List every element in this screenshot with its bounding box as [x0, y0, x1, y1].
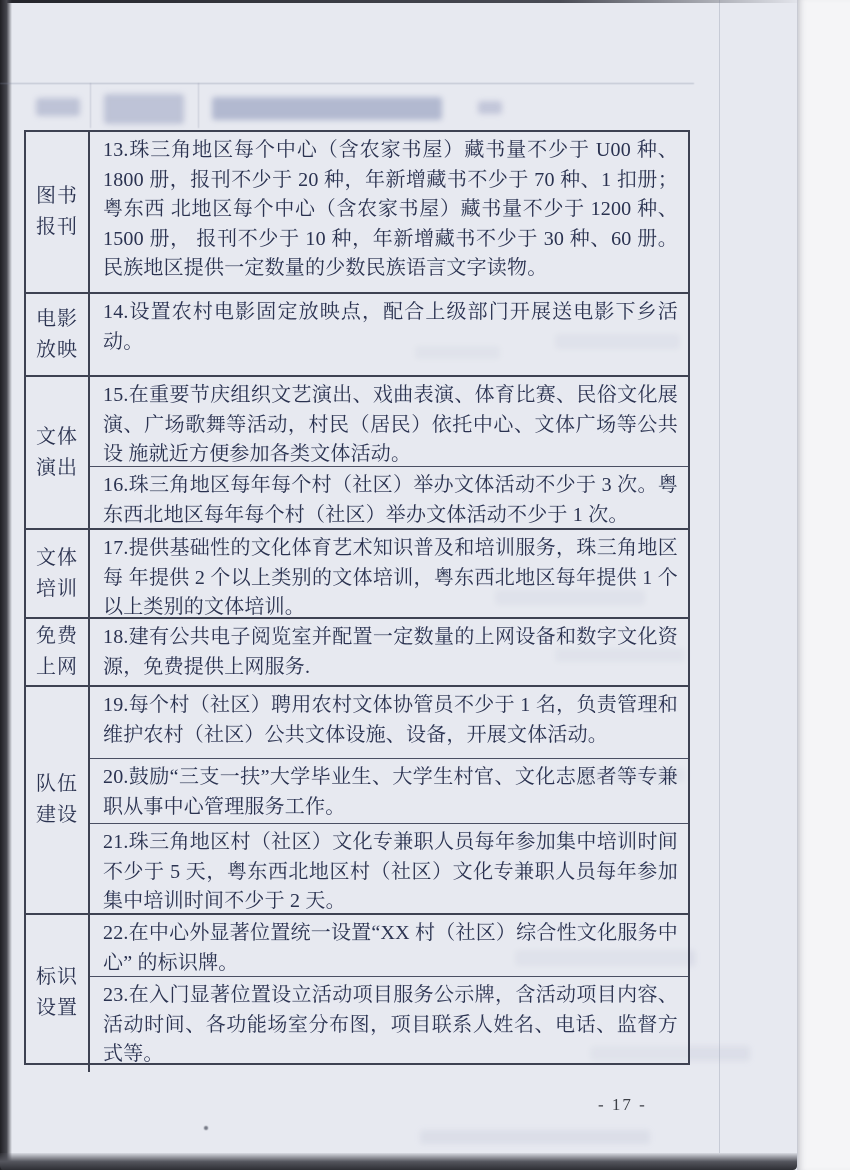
bleed-through-text-blob	[212, 97, 442, 120]
requirement-item-16: 16.珠三角地区每年每个村（社区）举办文体活动不少于 3 次。粤东西北地区每年每个村（社区）举办文体活动不少于 1 次。	[103, 474, 678, 526]
requirements-table	[24, 130, 690, 1065]
page-number: - 17 -	[598, 1095, 647, 1114]
bleed-through-line	[0, 83, 694, 84]
row-group-free-internet	[26, 619, 688, 687]
requirement-item-14: 14.设置农村电影固定放映点，配合上级部门开展送电影下乡活动。	[103, 301, 678, 353]
category-label-books-periodicals	[26, 132, 90, 292]
page-right-margin	[797, 0, 850, 1170]
requirement-item-19: 19.每个村（社区）聘用农村文体协管员不少于 1 名，负责管理和 维护农村（社区）公共文体设施、设备，开展文体活动。	[90, 687, 688, 759]
scan-speck	[204, 1126, 208, 1130]
category-label-team-building	[26, 687, 90, 913]
category-label-film-screening	[26, 294, 90, 375]
category-label-text: 文体演出	[36, 425, 78, 479]
requirement-item-17: 17.提供基础性的文化体育艺术知识普及和培训服务，珠三角地区每 年提供 2 个以上类别的文体培训，粤东西北地区每年提供 1 个以上类别的文体培训。	[103, 537, 678, 617]
requirement-item-21: 21.珠三角地区村（社区）文化专兼职人员每年参加集中培训时间不少于 5 天，粤东西北地区村（社区）文化专兼职人员每年参加集中培训时间不少于 2 天。	[103, 831, 678, 912]
row-group-signage	[26, 915, 688, 1072]
requirement-item-15: 15.在重要节庆组织文艺演出、戏曲表演、体育比赛、民俗文化展 演、广场歌舞等活动，村民（居民）依托中心、文体广场等公共设 施就近方便参加各类文体活动。	[90, 377, 688, 467]
category-label-text: 免费上网	[36, 625, 78, 678]
category-label-culture-sports-training	[26, 530, 90, 617]
category-label-text: 文体培训	[36, 546, 78, 600]
category-label-free-internet	[26, 619, 90, 685]
category-label-text: 标识设置	[36, 966, 78, 1020]
requirement-item-18: 18.建有公共电子阅览室并配置一定数量的上网设备和数字文化资源，免费提供上网服务.	[103, 626, 678, 678]
scan-edge-top	[0, 0, 800, 3]
bleed-through-text-blob	[478, 101, 502, 114]
requirement-item-23: 23.在入门显著位置设立活动项目服务公示牌，含活动项目内容、活动时间、各功能场室分布图，项目联系人姓名、电话、监督方式等。	[103, 984, 678, 1065]
bleed-through-line	[198, 83, 199, 128]
category-label-text: 图书报刊	[36, 185, 78, 238]
scan-edge-bottom	[0, 1153, 797, 1170]
category-label-signage	[26, 915, 90, 1072]
requirement-item-13: 13.珠三角地区每个中心（含农家书屋）藏书量不少于 U00 种、1800 册，报刊不少于 20 种，年新增藏书不少于 70 种、1 扣册；粤东西 北地区每个中心（含农家书屋）藏书量不少于 1200 种、1500 册， 报刊不少于 10 种，年新增藏书不少于 30 种、60 册。民族地区提供一定数量的少数民族语言文字读物。	[103, 139, 678, 279]
row-group-books-periodicals	[26, 132, 688, 294]
category-label-text: 队伍建设	[36, 773, 78, 826]
bleed-through-text-blob	[104, 94, 184, 124]
row-group-culture-sports-performance	[26, 377, 688, 530]
category-label-text: 电影放映	[36, 307, 78, 361]
bleed-through-line	[90, 83, 91, 128]
row-group-film-screening	[26, 294, 688, 377]
requirement-item-20: 20.鼓励“三支一扶”大学毕业生、大学生村官、文化志愿者等专兼职从事中心管理服务工作。	[90, 759, 688, 824]
bleed-through-text-blob	[36, 98, 80, 116]
scan-edge-left	[0, 0, 12, 1170]
bleed-through-smudge	[420, 1130, 650, 1144]
page-fold-line	[719, 0, 720, 1153]
row-group-team-building	[26, 687, 688, 915]
requirement-item-22: 22.在中心外显著位置统一设置“XX 村（社区）综合性文化服务中心” 的标识牌。	[90, 915, 688, 977]
category-label-culture-sports-performance	[26, 377, 90, 528]
row-group-culture-sports-training	[26, 530, 688, 619]
